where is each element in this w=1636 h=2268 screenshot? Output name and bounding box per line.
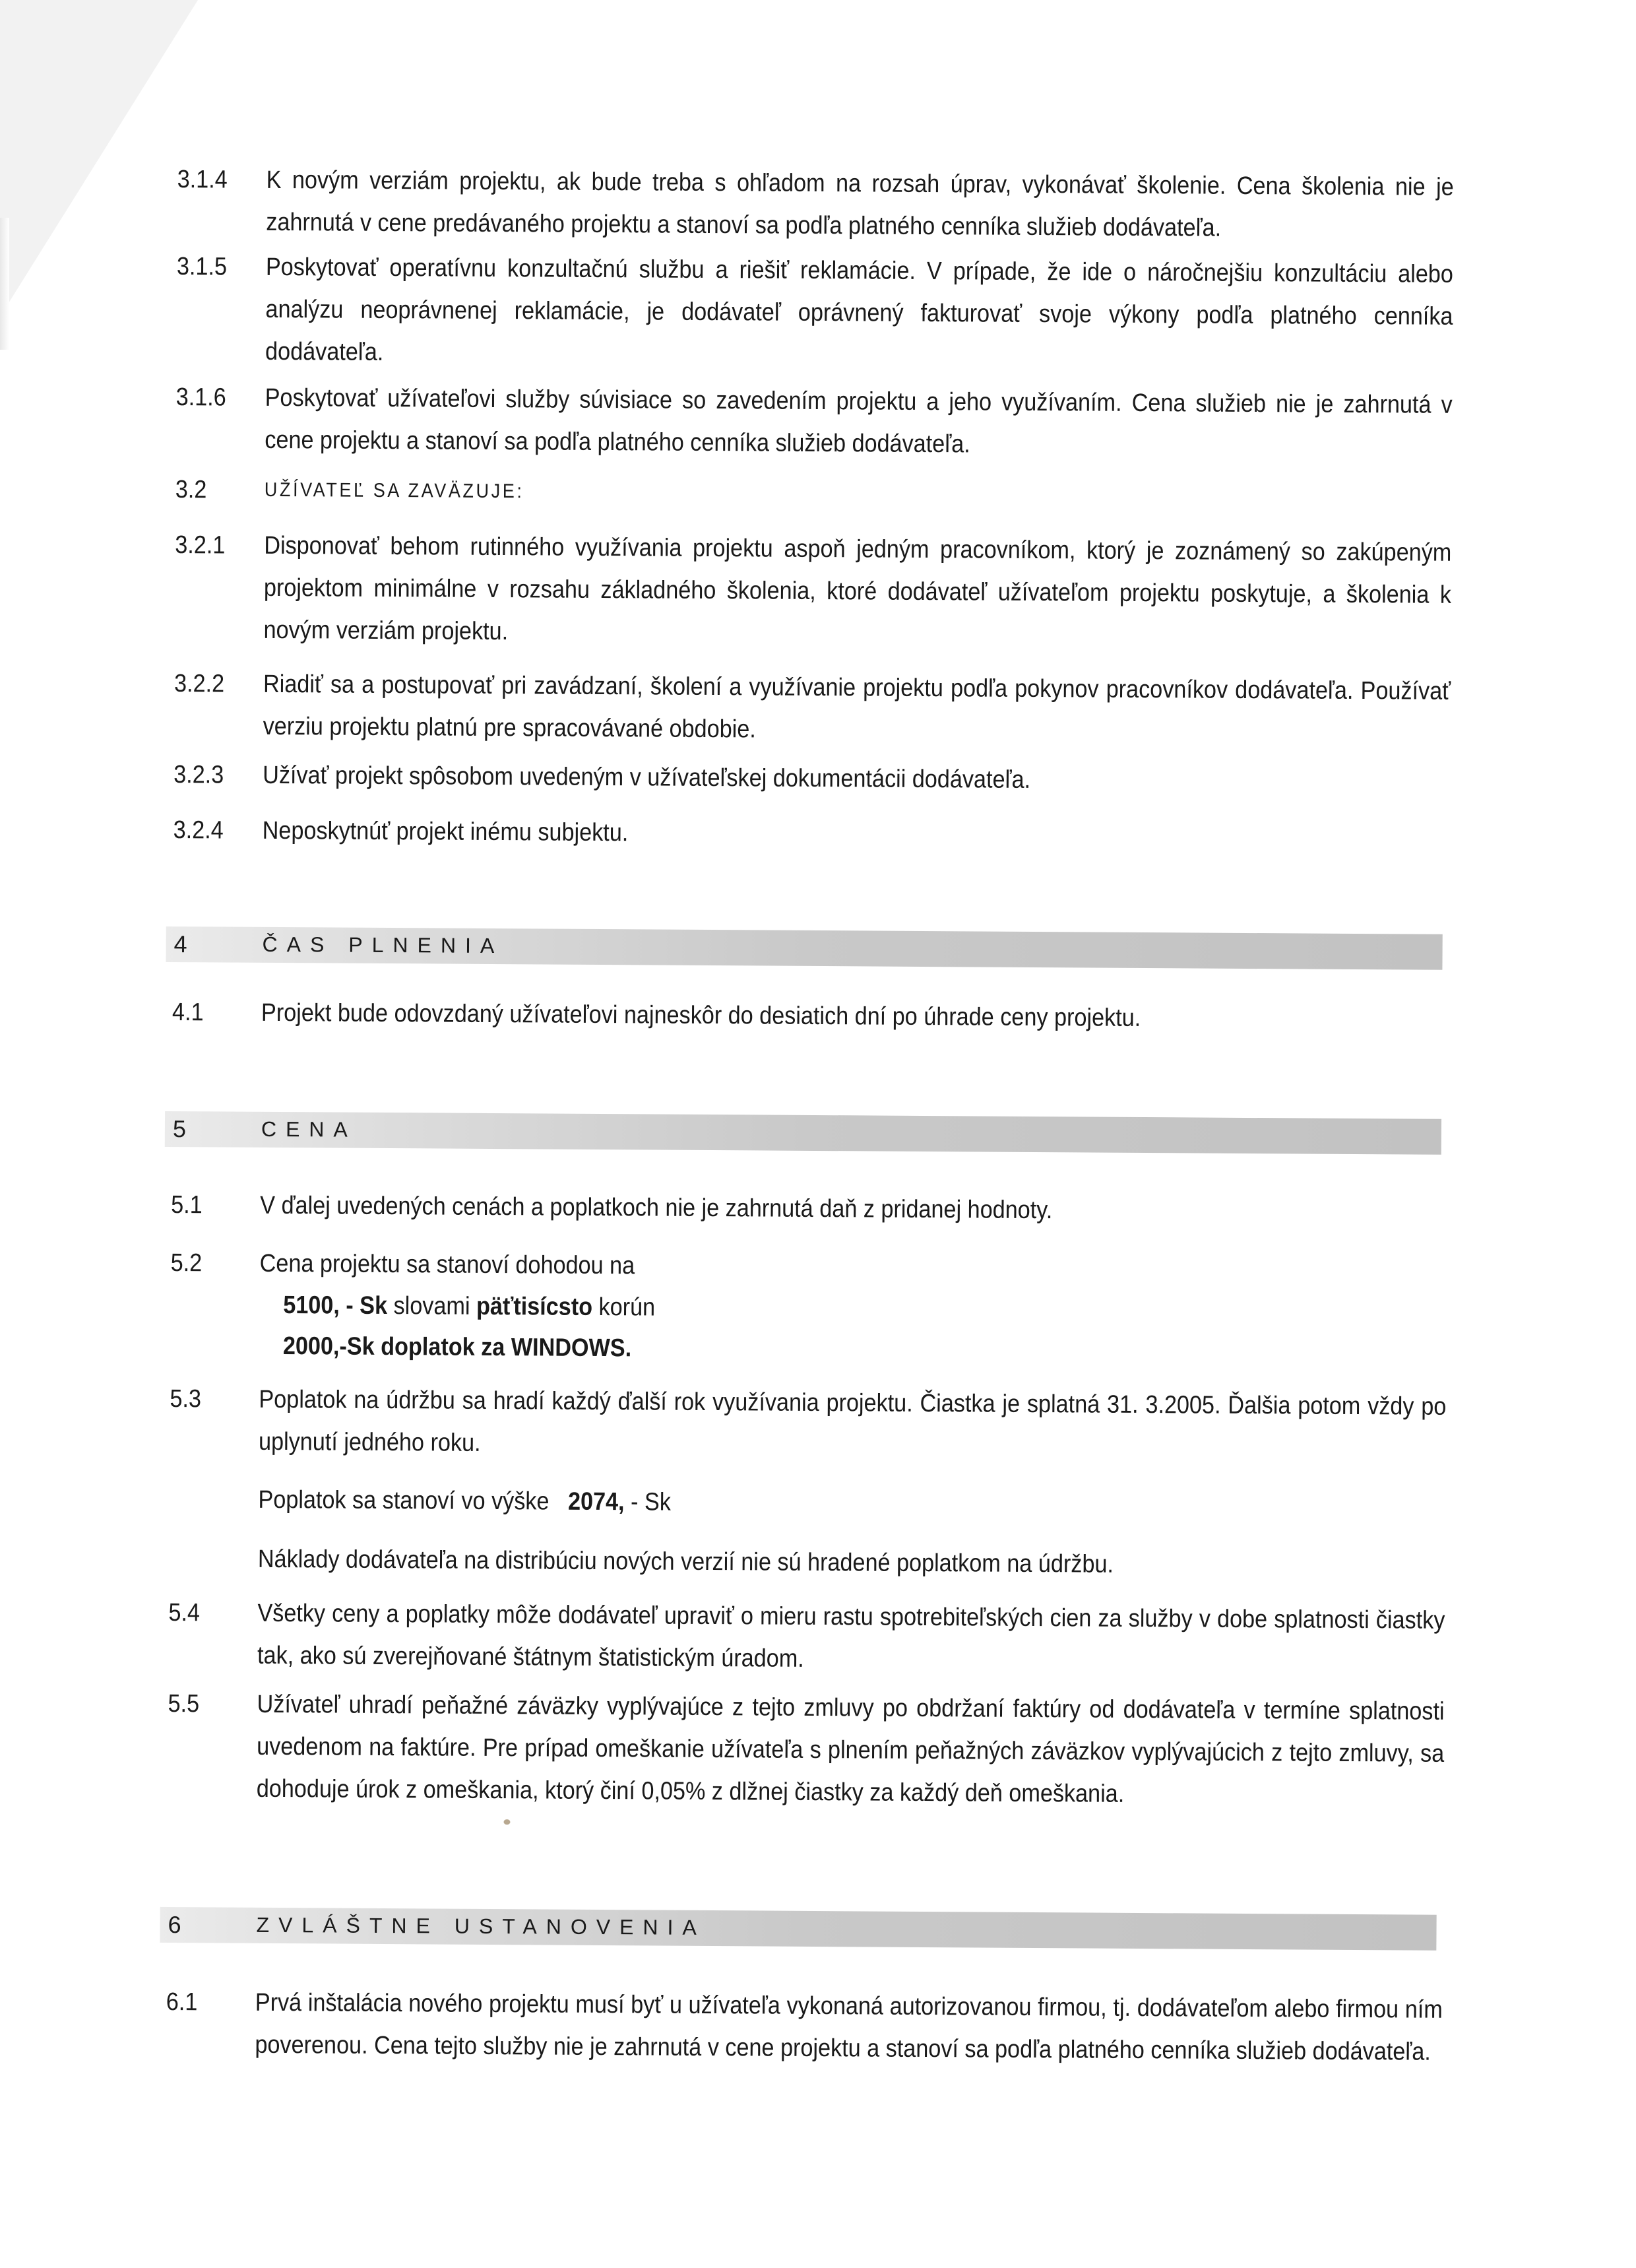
- clause-text: Projekt bude odovzdaný užívateľovi najneskôr do desiatich dní po úhrade ceny projektu.: [261, 998, 1141, 1032]
- price-words-label: slovami: [393, 1292, 470, 1320]
- section-header-6: [160, 1907, 1436, 1951]
- clause-text: K novým verziám projektu, ak bude treba s ohľadom na rozsah úprav, vykonávať školenie. Cena školenia nie je zahrnutá v cene predávaného projektu a stanoví sa podľa platného cenníka služieb dodávateľa.: [266, 166, 1454, 242]
- ink-speck: [503, 1819, 510, 1825]
- clause-number: 5.2: [170, 1249, 203, 1278]
- clause-text: Užívateľ uhradí peňažné záväzky vyplývajúce z tejto zmluvy po obdržaní faktúry od dodávateľa v termíne splatnosti uvedenom na faktúre. Pre prípad omeškanie užívateľa s plnením peňažných záväzkov vyplývajúcich z tejto zmluvy, sa dohoduje úrok z omeškania, ktorý činí 0,05% z dlžnej čiastky za každý deň omeškania.: [256, 1690, 1445, 1808]
- clause-text: [259, 1243, 1447, 1374]
- clause-5-4: [168, 1592, 1445, 1683]
- clause-5-5: [168, 1683, 1445, 1817]
- clause-5-2: [170, 1242, 1323, 1373]
- section-title: CENA: [261, 1117, 357, 1142]
- clause-number: 3.2.4: [173, 816, 224, 845]
- fee-amount: 2074,: [567, 1487, 625, 1516]
- clause-3-2-2: [173, 663, 1451, 754]
- fee-label: Poplatok sa stanoví vo výške: [258, 1485, 550, 1516]
- clause-text: V ďalej uvedených cenách a poplatkoch nie je zahrnutá daň z pridanej hodnoty.: [260, 1191, 1053, 1225]
- clause-6-1: [166, 1981, 1443, 2073]
- clause-text: Všetky ceny a poplatky môže dodávateľ upraviť o mieru rastu spotrebiteľských cien za služby v dobe splatnosti čiastky tak, ako sú zverejňované štátnym štatistickým úradom.: [257, 1599, 1445, 1673]
- clause-number: 5.5: [168, 1689, 200, 1718]
- clause-5-1: [171, 1184, 1323, 1233]
- clause-number: 3.1.5: [176, 253, 228, 281]
- clause-text: Poskytovať operatívnu konzultačnú službu a riešiť reklamácie. V prípade, že ide o náročnejšiu konzultáciu alebo analýzu neoprávnenej reklamácie, je dodávateľ oprávnený fakturovať svoje výkony podľa platného cenníka dodávateľa.: [265, 253, 1453, 366]
- clause-3-2-4: [173, 809, 1325, 859]
- clause-body: Poplatok na údržbu sa hradí každý ďalší rok využívania projektu. Čiastka je splatná 31. 3.2005. Ďalšia potom vždy po uplynutí jedného roku.: [258, 1385, 1447, 1457]
- price-amount: 5100, - Sk: [283, 1291, 388, 1320]
- clause-3-2-3: [173, 754, 1325, 803]
- price-intro: Cena projektu sa stanoví dohodou na: [259, 1249, 635, 1280]
- price-words-value: päťtisícsto: [476, 1292, 593, 1321]
- section-title: ZVLÁŠTNE USTANOVENIA: [256, 1912, 706, 1939]
- clause-number: 3.2: [175, 476, 207, 504]
- fee-currency: - Sk: [630, 1488, 672, 1516]
- clause-4-1: [172, 991, 1324, 1041]
- clause-number: 3.2.3: [173, 761, 224, 789]
- section-number: 4: [173, 930, 187, 958]
- clause-number: 5.4: [168, 1599, 201, 1627]
- clause-text: Disponovať behom rutinného využívania projektu aspoň jedným pracovníkom, ktorý je zoznámený so zakúpeným projektom minimálne v rozsahu základného školenia, ktoré dodávateľ užívateľom projektu poskytuje, a školenia k novým verziám projektu.: [263, 531, 1452, 646]
- fee-note: Náklady dodávateľa na distribúciu nových verzií nie sú hradené poplatkom na údržbu.: [257, 1545, 1114, 1578]
- clause-3-1-5: [176, 245, 1453, 379]
- clause-3-2: [175, 469, 1327, 518]
- clause-3-1-4: [177, 158, 1454, 250]
- clause-text: Riadiť sa a postupovať pri zavádzaní, školení a využívanie projektu podľa pokynov pracovníkov dodávateľa. Používať verziu projektu platnú pre spracovávané obdobie.: [263, 670, 1451, 744]
- clause-text: Poskytovať užívateľovi služby súvisiace so zavedením projektu a jeho využívaním. Cena služieb nie je zahrnutá v cene projektu a stanoví sa podľa platného cenníka služieb dodávateľa.: [265, 383, 1453, 459]
- clause-text: Užívať projekt spôsobom uvedeným v užívateľskej dokumentácii dodávateľa.: [263, 761, 1031, 794]
- subsection-heading: UŽÍVATEĽ SA ZAVÄZUJE:: [264, 478, 524, 503]
- section-number: 6: [168, 1911, 181, 1939]
- windows-fee: 2000,-Sk doplatok za WINDOWS.: [282, 1332, 632, 1363]
- clause-text: Neposkytnúť projekt inému subjektu.: [262, 816, 629, 847]
- clause-3-2-1: [174, 524, 1452, 658]
- clause-number: 5.3: [170, 1385, 202, 1413]
- section-header-5: [165, 1111, 1441, 1155]
- clause-number: 3.1.6: [175, 383, 226, 412]
- clause-text: [258, 1378, 1447, 1588]
- clause-number: 3.1.4: [177, 166, 228, 194]
- price-line: [283, 1285, 1447, 1333]
- section-title: ČAS PLNENIA: [262, 932, 504, 958]
- section-header-4: [166, 926, 1442, 970]
- clause-5-3: [169, 1378, 1447, 1587]
- price-currency-word: korún: [598, 1293, 656, 1322]
- clause-number: 3.2.1: [175, 531, 226, 560]
- clause-3-1-6: [175, 376, 1453, 468]
- clause-number: 5.1: [171, 1191, 203, 1219]
- clause-number: 4.1: [172, 998, 204, 1027]
- clause-number: 3.2.2: [173, 670, 225, 698]
- clause-text: Prvá inštalácia nového projektu musí byť u užívateľa vykonaná autorizovanou firmou, tj. dodávateľom alebo firmou ním poverenou. Cena tejto služby nie je zahrnutá v cene projektu a stanoví sa podľa platného cenníka služieb dodávateľa.: [255, 1988, 1443, 2066]
- fee-line: [258, 1479, 1445, 1528]
- clause-number: 6.1: [166, 1988, 198, 2017]
- section-number: 5: [172, 1115, 187, 1143]
